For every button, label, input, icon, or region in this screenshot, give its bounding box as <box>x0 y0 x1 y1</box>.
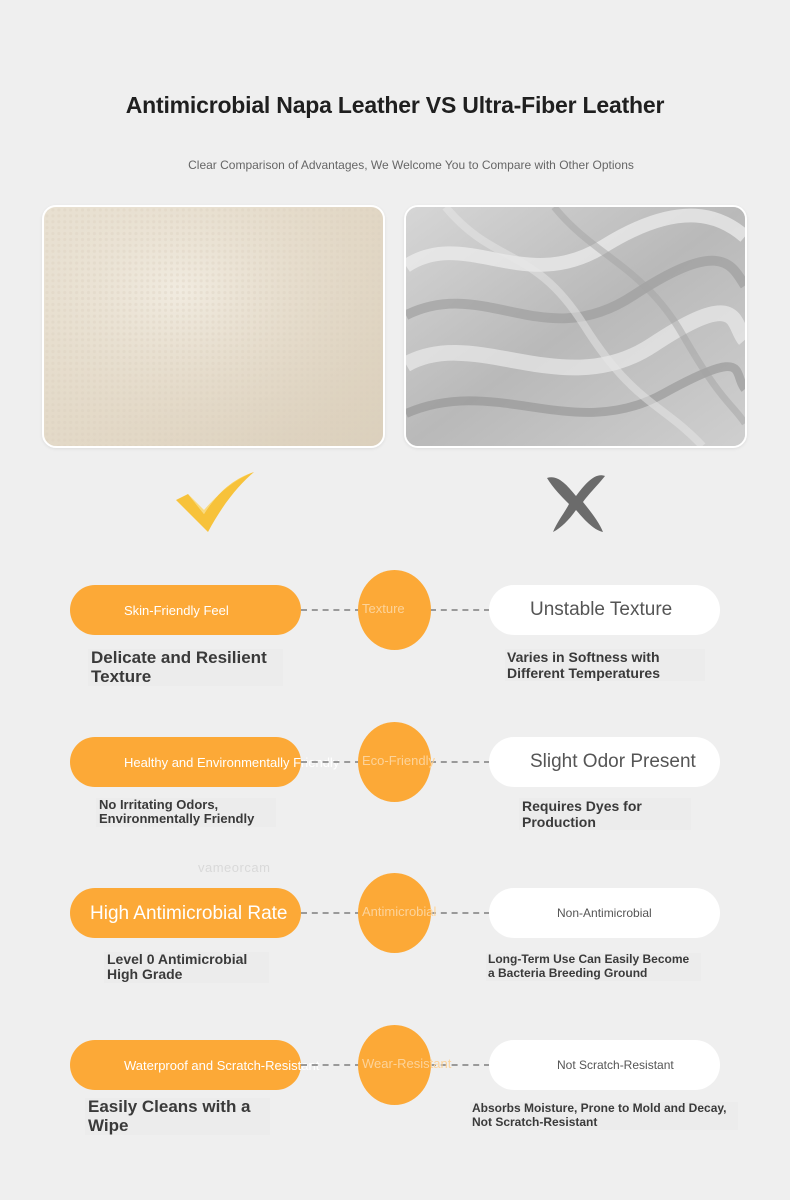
cross-icon <box>545 470 607 534</box>
connector-line <box>301 1064 361 1066</box>
ultrafiber-feature-pill <box>489 1040 720 1090</box>
comparison-row-eco <box>0 737 790 877</box>
napa-leather-image <box>42 205 385 448</box>
category-label: Texture <box>362 601 405 616</box>
napa-feature-label: Skin-Friendly Feel <box>124 602 229 618</box>
ultrafiber-feature-label: Non-Antimicrobial <box>557 906 652 920</box>
ultrafiber-feature-label: Unstable Texture <box>530 599 673 620</box>
comparison-row-wear <box>0 1040 790 1180</box>
ultrafiber-feature-label: Not Scratch-Resistant <box>557 1058 674 1072</box>
napa-feature-label: High Antimicrobial Rate <box>90 902 288 924</box>
category-label: Antimicrobial <box>362 904 437 919</box>
ultrafiber-description: Absorbs Moisture, Prone to Mold and Decay, Not Scratch-Resistant <box>470 1102 738 1130</box>
connector-line <box>430 761 490 763</box>
ultrafiber-description: Varies in Softness with Different Temperatures <box>505 649 705 681</box>
napa-description: Easily Cleans with a Wipe <box>85 1098 270 1135</box>
category-label: Eco-Friendly <box>362 753 435 768</box>
comparison-row-texture <box>0 585 790 725</box>
ultrafiber-description: Requires Dyes for Production <box>519 798 691 830</box>
connector-line <box>301 609 361 611</box>
page-title: Antimicrobial Napa Leather VS Ultra-Fiber Leather <box>125 92 665 118</box>
connector-line <box>430 912 490 914</box>
connector-line <box>301 912 361 914</box>
ultrafiber-feature-pill <box>489 585 720 635</box>
ultrafiber-description: Long-Term Use Can Easily Become a Bacteria Breeding Ground <box>486 953 701 981</box>
napa-feature-label: Healthy and Environmentally Friendly <box>124 754 340 770</box>
page-subtitle: Clear Comparison of Advantages, We Welcome You to Compare with Other Options <box>188 158 634 172</box>
connector-line <box>430 609 490 611</box>
connector-line <box>301 761 361 763</box>
ultra-fiber-leather-image <box>404 205 747 448</box>
napa-feature-pill <box>70 737 340 787</box>
napa-feature-pill <box>70 1040 320 1090</box>
napa-feature-pill <box>70 888 301 938</box>
category-label: Wear-Resistant <box>362 1056 452 1071</box>
watermark: vameorcam <box>198 860 271 875</box>
napa-description: No Irritating Odors, Environmentally Friendly <box>96 798 276 827</box>
ultrafiber-feature-label: Slight Odor Present <box>530 751 696 772</box>
napa-description: Delicate and Resilient Texture <box>88 649 283 686</box>
ultrafiber-feature-pill <box>489 737 720 787</box>
check-icon <box>174 470 256 534</box>
napa-feature-pill <box>70 585 301 635</box>
ultrafiber-feature-pill <box>489 888 720 938</box>
napa-feature-label: Waterproof and Scratch-Resistant <box>124 1057 320 1073</box>
comparison-row-antimicrobial <box>0 888 790 1028</box>
napa-description: Level 0 Antimicrobial High Grade <box>104 952 269 983</box>
